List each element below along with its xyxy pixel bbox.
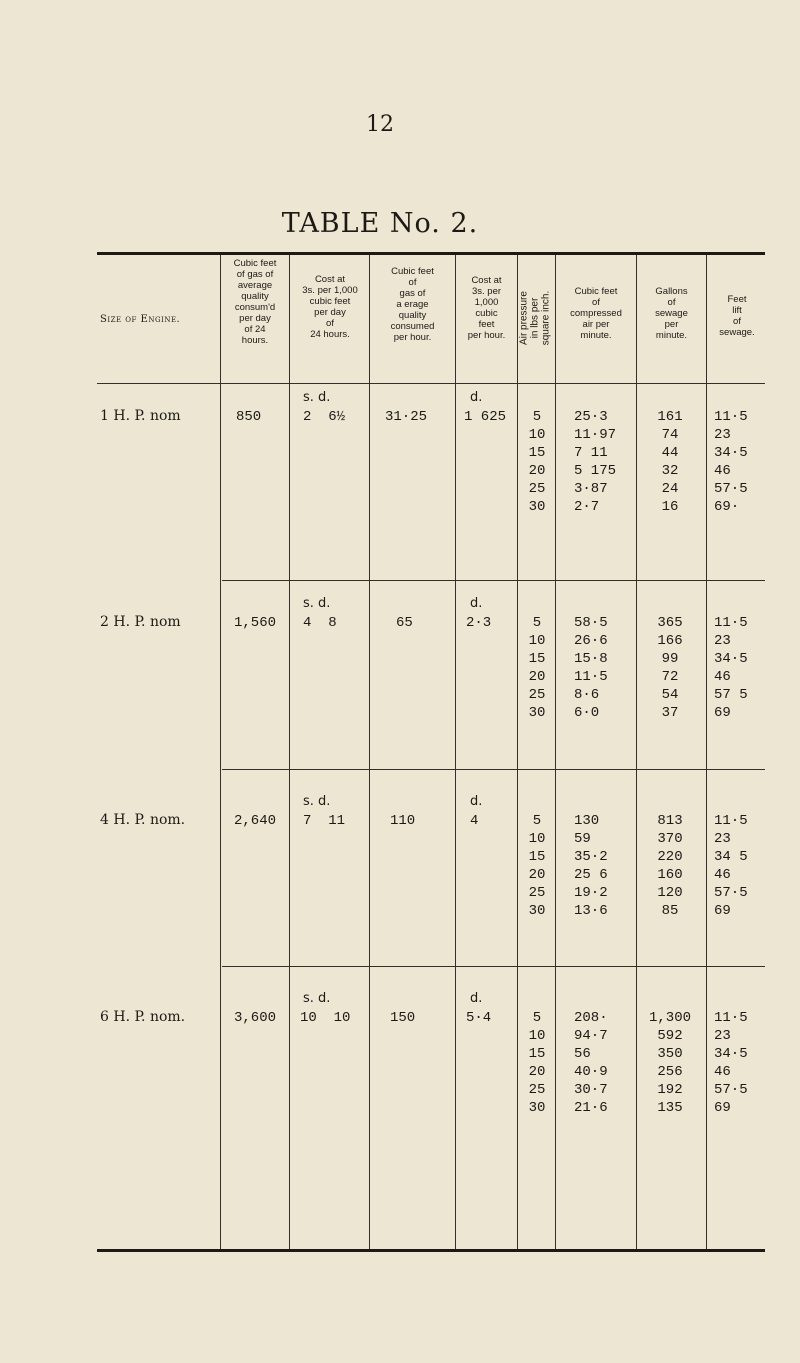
header-sewage: Gallons of sewage per minute. bbox=[655, 286, 688, 341]
top-rule bbox=[97, 252, 765, 255]
cost-per-hour: 5·4 bbox=[466, 1010, 492, 1026]
header-cost-per-hour: Cost at 3s. per 1,000 cubic feet per hour. bbox=[467, 275, 506, 341]
cost-per-hour: 1 625 bbox=[464, 409, 507, 425]
header-cost-per-day: Cost at 3s. per 1,000 cubic feet per day of 24 hours. bbox=[302, 274, 358, 340]
gas-per-hour: 31·25 bbox=[385, 409, 428, 425]
engine-size: 1 H. P. nom bbox=[100, 408, 181, 424]
gas-per-hour: 65 bbox=[396, 615, 413, 631]
currency-unit: s. d. bbox=[303, 794, 331, 809]
header-size-of-engine: Size of Engine. bbox=[100, 314, 181, 325]
lift-list: 11·5 23 34·5 46 57 5 69 bbox=[714, 615, 748, 721]
gas-per-hour: 110 bbox=[390, 813, 416, 829]
gas-per-day: 850 bbox=[236, 409, 262, 425]
pressure-list: 5 10 15 20 25 30 bbox=[528, 813, 546, 919]
column-divider bbox=[706, 255, 707, 1249]
column-divider bbox=[555, 255, 556, 1249]
currency-unit: d. bbox=[470, 991, 483, 1006]
currency-unit: d. bbox=[470, 596, 483, 611]
column-divider bbox=[517, 255, 518, 1249]
cost-per-hour: 2·3 bbox=[466, 615, 492, 631]
page-number: 12 bbox=[366, 112, 394, 137]
sewage-list: 1,300 592 350 256 192 135 bbox=[648, 1010, 691, 1116]
compressed-air-list: 25·3 11·97 7 11 5 175 3·87 2·7 bbox=[574, 409, 617, 515]
cost-per-hour: 4 bbox=[470, 813, 479, 829]
column-divider bbox=[636, 255, 637, 1249]
column-divider bbox=[220, 255, 221, 1249]
currency-unit: d. bbox=[470, 390, 483, 405]
engine-size: 6 H. P. nom. bbox=[100, 1009, 186, 1025]
sewage-list: 813 370 220 160 120 85 bbox=[657, 813, 683, 919]
column-divider bbox=[455, 255, 456, 1249]
currency-unit: d. bbox=[470, 794, 483, 809]
gas-per-day: 2,640 bbox=[234, 813, 277, 829]
header-lift: Feet lift of sewage. bbox=[719, 294, 755, 338]
group-divider bbox=[222, 580, 765, 581]
cost-per-day: 4 8 bbox=[303, 615, 337, 631]
gas-per-hour: 150 bbox=[390, 1010, 416, 1026]
compressed-air-list: 208· 94·7 56 40·9 30·7 21·6 bbox=[574, 1010, 608, 1116]
engine-size: 4 H. P. nom. bbox=[100, 812, 186, 828]
column-divider bbox=[369, 255, 370, 1249]
engine-size: 2 H. P. nom bbox=[100, 614, 181, 630]
gas-per-day: 3,600 bbox=[234, 1010, 277, 1026]
cost-per-day: 2 6½ bbox=[303, 409, 346, 425]
cost-per-day: 7 11 bbox=[303, 813, 346, 829]
cost-per-day: 10 10 bbox=[300, 1010, 351, 1026]
header-gas-per-hour: Cubic feet of gas of a erage quality consumed per hour. bbox=[390, 266, 435, 343]
sewage-list: 365 166 99 72 54 37 bbox=[657, 615, 683, 721]
currency-unit: s. d. bbox=[303, 390, 331, 405]
column-divider bbox=[289, 255, 290, 1249]
sewage-list: 161 74 44 32 24 16 bbox=[657, 409, 683, 515]
gas-per-day: 1,560 bbox=[234, 615, 277, 631]
header-rule bbox=[97, 383, 765, 384]
group-divider bbox=[222, 966, 765, 967]
bottom-rule bbox=[97, 1249, 765, 1252]
header-gas-per-day: Cubic feet of gas of average quality consum'd per day of 24 hours. bbox=[233, 258, 277, 346]
pressure-list: 5 10 15 20 25 30 bbox=[528, 409, 546, 515]
header-air-pressure: Air pressure in lbs per square inch. bbox=[518, 290, 552, 346]
lift-list: 11·5 23 34·5 46 57·5 69· bbox=[714, 409, 748, 515]
compressed-air-list: 130 59 35·2 25 6 19·2 13·6 bbox=[574, 813, 608, 919]
currency-unit: s. d. bbox=[303, 991, 331, 1006]
compressed-air-list: 58·5 26·6 15·8 11·5 8·6 6·0 bbox=[574, 615, 608, 721]
group-divider bbox=[222, 769, 765, 770]
header-compressed-air: Cubic feet of compressed air per minute. bbox=[570, 286, 622, 341]
pressure-list: 5 10 15 20 25 30 bbox=[528, 615, 546, 721]
currency-unit: s. d. bbox=[303, 596, 331, 611]
table-title: TABLE No. 2. bbox=[281, 208, 479, 239]
lift-list: 11·5 23 34 5 46 57·5 69 bbox=[714, 813, 748, 919]
pressure-list: 5 10 15 20 25 30 bbox=[528, 1010, 546, 1116]
lift-list: 11·5 23 34·5 46 57·5 69 bbox=[714, 1010, 748, 1116]
